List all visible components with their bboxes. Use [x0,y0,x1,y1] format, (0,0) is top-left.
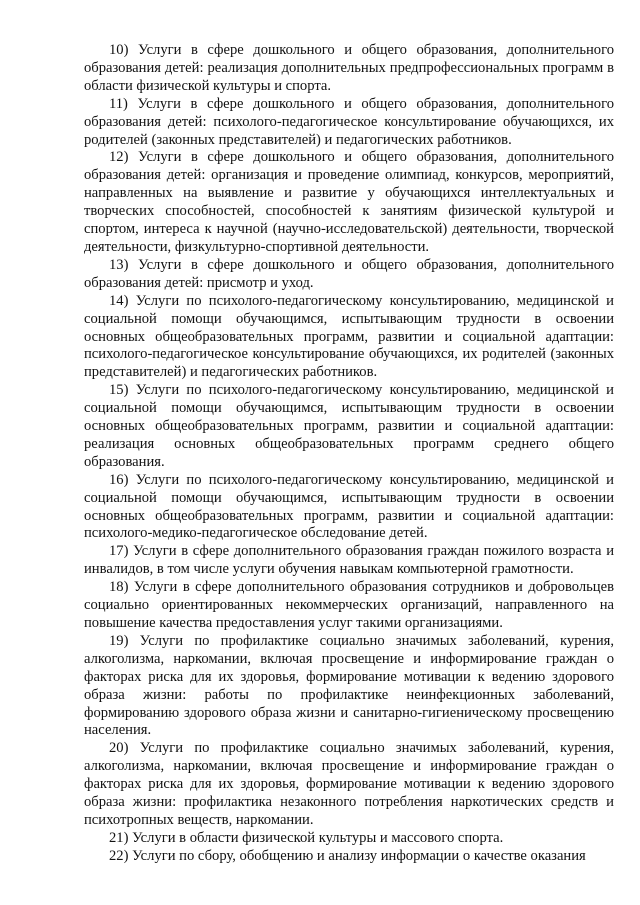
list-item-11: 11) Услуги в сфере дошкольного и общего образования, дополнительного образования детей: психолого-педагогическое консультирование обучающихся, их родителей (законных представителей) и педагогических работников. [84,95,614,148]
list-item-21: 21) Услуги в области физической культуры и массового спорта. [109,829,504,846]
list-item-18: 18) Услуги в сфере дополнительного образования сотрудников и добровольцев социально ориентированных некоммерческих организаций, направленного на повышение качества предоставления услуг такими организациями. [84,579,614,631]
list-item-20: 20) Услуги по профилактике социально значимых заболеваний, курения, алкоголизма, наркомании, включая просвещение и информирование граждан о факторах риска для их здоровья, формирование мотивации к ведению здорового образа жизни: профилактика незаконного потребления наркотических средств и психотропных веществ, наркомании. [84,740,614,828]
list-item-17: 17) Услуги в сфере дополнительного образования граждан пожилого возраста и инвалидов, в том числе услуги обучения навыкам компьютерной грамотности. [84,543,614,578]
list-item-14: 14) Услуги по психолого-педагогическому консультированию, медицинской и социальной помощи обучающимся, испытывающим трудности в освоении основных общеобразовательных программ, развитии и социальной адаптации: психолого-педагогическое консультирование обучающихся, их родителей (законных представителей) и педагогических работников. [84,292,614,381]
list-item-10: 10) Услуги в сфере дошкольного и общего образования, дополнительного образования детей: реализация дополнительных предпрофессиональных программ в области физической культуры и спорта. [84,42,614,94]
list-item-16: 16) Услуги по психолого-педагогическому консультированию, медицинской и социальной помощи обучающимся, испытывающим трудности в освоении основных общеобразовательных программ, развитии и социальной адаптации: психолого-медико-педагогическое обследование детей. [84,471,614,542]
document-page [84,42,614,866]
list-item-22: 22) Услуги по сбору, обобщению и анализу информации о качестве оказания [109,847,586,864]
list-item-15: 15) Услуги по психолого-педагогическому консультированию, медицинской и социальной помощи обучающимся, испытывающим трудности в освоении основных общеобразовательных программ, развитии и социальной адаптации: реализация основных общеобразовательных программ среднего общего образования. [84,382,614,470]
list-item-13: 13) Услуги в сфере дошкольного и общего образования, дополнительного образования детей: присмотр и уход. [84,256,614,291]
list-item-12: 12) Услуги в сфере дошкольного и общего образования, дополнительного образования детей: организация и проведение олимпиад, конкурсов, мероприятий, направленных на выявление и развитие у обучающихся интеллектуальных и творческих способностей, способностей к занятиям физической культурой и спортом, интереса к научной (научно-исследовательской) деятельности, творческой деятельности, физкультурно-спортивной деятельности. [84,149,614,255]
list-item-19: 19) Услуги по профилактике социально значимых заболеваний, курения, алкоголизма, наркомании, включая просвещение и информирование граждан о факторах риска для их здоровья, формирование мотивации к ведению здорового образа жизни: работы по профилактике неинфекционных заболеваний, формированию здорового образа жизни и санитарно-гигиеническому просвещению населения. [84,632,614,739]
